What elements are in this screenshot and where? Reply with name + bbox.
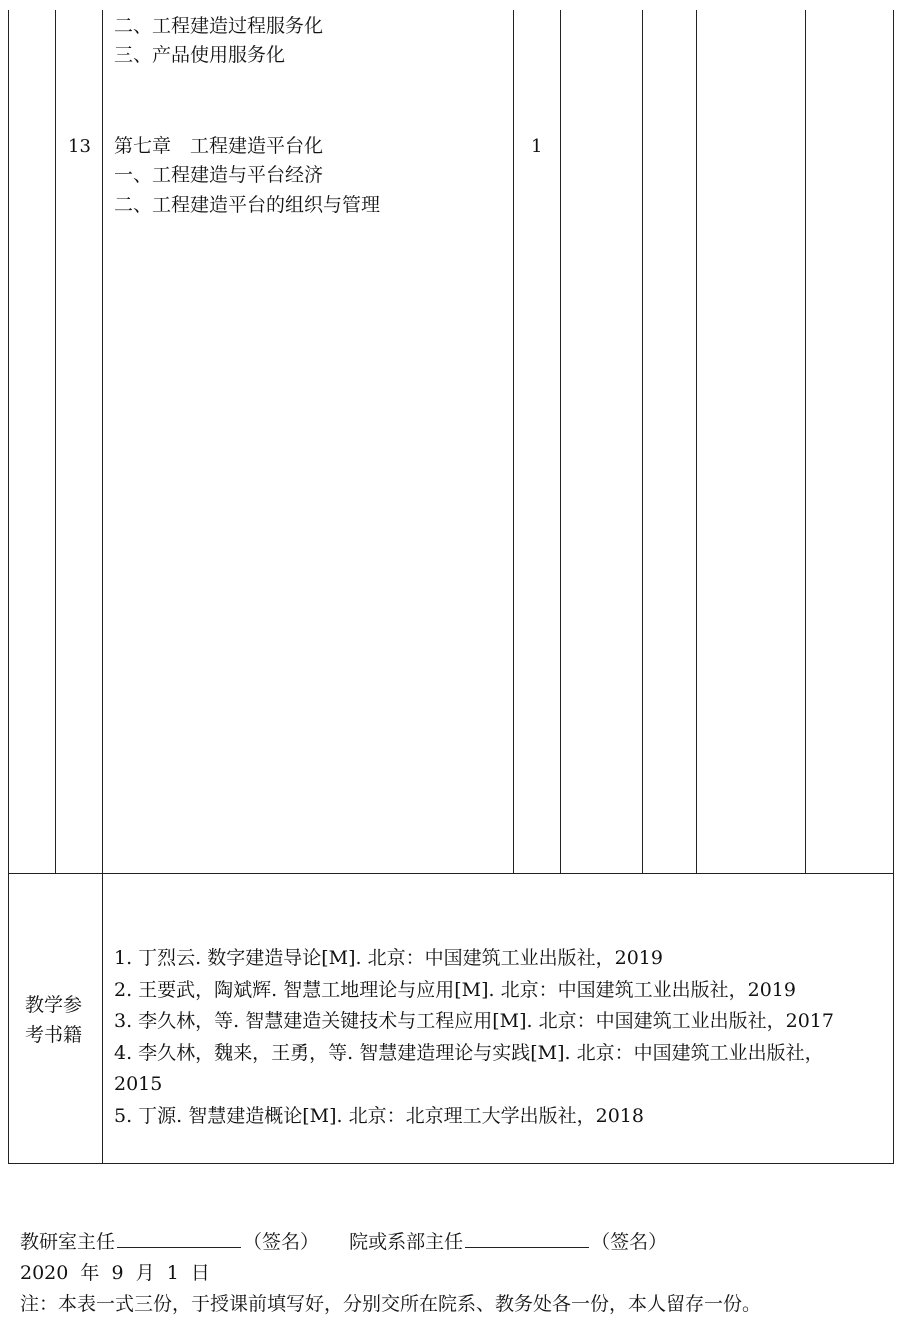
references-label: 考书籍 xyxy=(25,1024,83,1046)
table-right-border xyxy=(893,10,894,1164)
column-divider xyxy=(642,10,643,874)
row-divider xyxy=(8,873,894,874)
topic-item: 三、产品使用服务化 xyxy=(114,44,286,66)
dept-head-label: 院或系部主任 xyxy=(349,1231,464,1253)
topic-item: 一、工程建造与平台经济 xyxy=(114,164,324,186)
topic-item: 二、工程建造过程服务化 xyxy=(114,15,324,37)
column-divider xyxy=(513,10,514,874)
class-hours: 1 xyxy=(531,136,543,157)
dept-head-signature-blank[interactable] xyxy=(465,1231,589,1248)
table-left-border xyxy=(8,10,9,1164)
table-bottom-border xyxy=(8,1163,894,1164)
reference-item-continued: 2015 xyxy=(114,1073,163,1095)
week-number: 13 xyxy=(68,136,91,157)
reference-item: 4. 李久林，魏来，王勇，等. 智慧建造理论与实践[M]. 北京：中国建筑工业出版社， xyxy=(114,1042,824,1064)
reference-item: 2. 王要武，陶斌辉. 智慧工地理论与应用[M]. 北京：中国建筑工业出版社，2019 xyxy=(114,979,796,1001)
signature-line xyxy=(20,1231,667,1253)
column-divider xyxy=(102,10,103,1164)
reference-item: 5. 丁源. 智慧建造概论[M]. 北京：北京理工大学出版社，2018 xyxy=(114,1105,644,1127)
reference-item: 1. 丁烈云. 数字建造导论[M]. 北京：中国建筑工业出版社，2019 xyxy=(114,947,663,969)
chapter-title: 第七章 工程建造平台化 xyxy=(114,135,324,157)
sign-label: （签名） xyxy=(591,1231,668,1253)
column-divider xyxy=(55,10,56,874)
sign-label: （签名） xyxy=(243,1231,320,1253)
director-label: 教研室主任 xyxy=(20,1231,116,1253)
date-line: 2020 年 9 月 1 日 xyxy=(20,1262,210,1284)
references-label: 教学参 xyxy=(25,994,83,1016)
topic-item: 二、工程建造平台的组织与管理 xyxy=(114,194,381,216)
column-divider xyxy=(696,10,697,874)
footer-note: 注：本表一式三份，于授课前填写好，分别交所在院系、教务处各一份，本人留存一份。 xyxy=(20,1293,762,1315)
column-divider xyxy=(805,10,806,874)
reference-item: 3. 李久林，等. 智慧建造关键技术与工程应用[M]. 北京：中国建筑工业出版社，2017 xyxy=(114,1010,834,1032)
column-divider xyxy=(560,10,561,874)
director-signature-blank[interactable] xyxy=(117,1231,241,1248)
